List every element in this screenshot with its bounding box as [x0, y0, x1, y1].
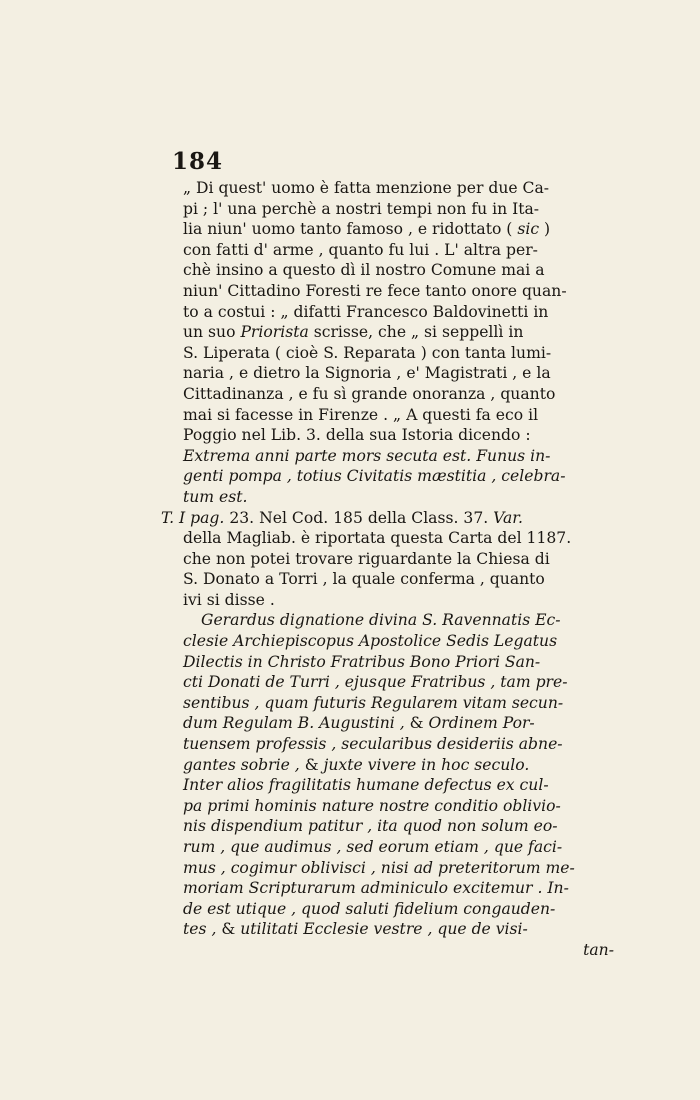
text-line: un suo Priorista scrisse, che „ si seppellì in	[183, 323, 524, 342]
text-line: Cittadinanza , e fu sì grande onoranza , quanto	[183, 384, 556, 403]
catchword: tan-	[583, 940, 614, 959]
latin-quote-line: tum est.	[183, 487, 248, 506]
latin-quote-line: Extrema anni parte mors secuta est. Funus in-	[183, 446, 551, 465]
text-line: S. Liperata ( cioè S. Reparata ) con tanta lumi-	[183, 343, 552, 362]
text-line: della Magliab. è riportata questa Carta del 1187.	[183, 529, 572, 548]
latin-charter-line: moriam Scripturarum adminiculo excitemur . In-	[183, 879, 569, 898]
latin-charter-line: de est utique , quod saluti fidelium congauden-	[183, 899, 556, 918]
text-line: lia niun' uomo tanto famoso , e ridottato ( sic )	[183, 220, 551, 239]
latin-charter-line: pa primi hominis nature nostre conditio oblivio-	[183, 796, 561, 815]
page-number: 184	[172, 148, 224, 175]
latin-charter-line: Dilectis in Christo Fratribus Bono Priori San-	[183, 652, 541, 671]
latin-charter-line: clesie Archiepiscopus Apostolice Sedis Legatus	[183, 632, 558, 651]
latin-charter-line: rum , que audimus , sed eorum etiam , que faci-	[183, 838, 563, 856]
text-line: chè insino a questo dì il nostro Comune mai a	[183, 261, 545, 280]
latin-charter-line: dum Regulam B. Augustini , & Ordinem Por-	[183, 714, 535, 733]
latin-charter-line: nis dispendium patitur , ita quod non solum eo-	[183, 817, 558, 836]
text-line: S. Donato a Torri , la quale conferma , quanto	[183, 570, 545, 589]
latin-charter-line: gantes sobrie , & juxte vivere in hoc seculo.	[183, 755, 530, 774]
text-line: „ Di quest' uomo è fatta menzione per due Ca-	[183, 179, 550, 197]
text-line: pi ; l' una perchè a nostri tempi non fu in Ita-	[183, 199, 540, 218]
text-line: to a costui : „ difatti Francesco Baldovinetti in	[183, 302, 549, 321]
latin-charter-line: tuensem professis , secularibus desideriis abne-	[183, 735, 563, 754]
text-line: Poggio nel Lib. 3. della sua Istoria dicendo :	[183, 426, 531, 445]
text-line: mai si facesse in Firenze . „ A questi fa eco il	[183, 405, 539, 424]
latin-charter-line: Inter alios fragilitatis humane defectus ex cul-	[183, 776, 549, 795]
page-text	[161, 178, 614, 961]
note-reference-line: T. I pag. 23. Nel Cod. 185 della Class. 37. Var.	[161, 508, 523, 527]
text-line: che non potei trovare riguardante la Chiesa di	[183, 549, 550, 568]
latin-charter-line: tes , & utilitati Ecclesie vestre , que de visi-	[183, 920, 528, 939]
latin-quote-line: genti pompa , totius Civitatis mæstitia , celebra-	[183, 467, 566, 486]
text-line: naria , e dietro la Signoria , e' Magistrati , e la	[183, 364, 551, 383]
latin-charter-line: sentibus , quam futuris Regularem vitam secun-	[183, 693, 564, 712]
latin-charter-line: cti Donati de Turri , ejusque Fratribus , tam pre-	[183, 673, 568, 692]
text-line: con fatti d' arme , quanto fu lui . L' altra per-	[183, 240, 538, 259]
text-line: ivi si disse .	[183, 590, 275, 609]
text-line: niun' Cittadino Foresti re fece tanto onore quan-	[183, 281, 567, 300]
latin-charter-line: Gerardus dignatione divina S. Ravennatis Ec-	[201, 611, 561, 630]
latin-charter-line: mus , cogimur oblivisci , nisi ad preteritorum me-	[183, 858, 575, 877]
